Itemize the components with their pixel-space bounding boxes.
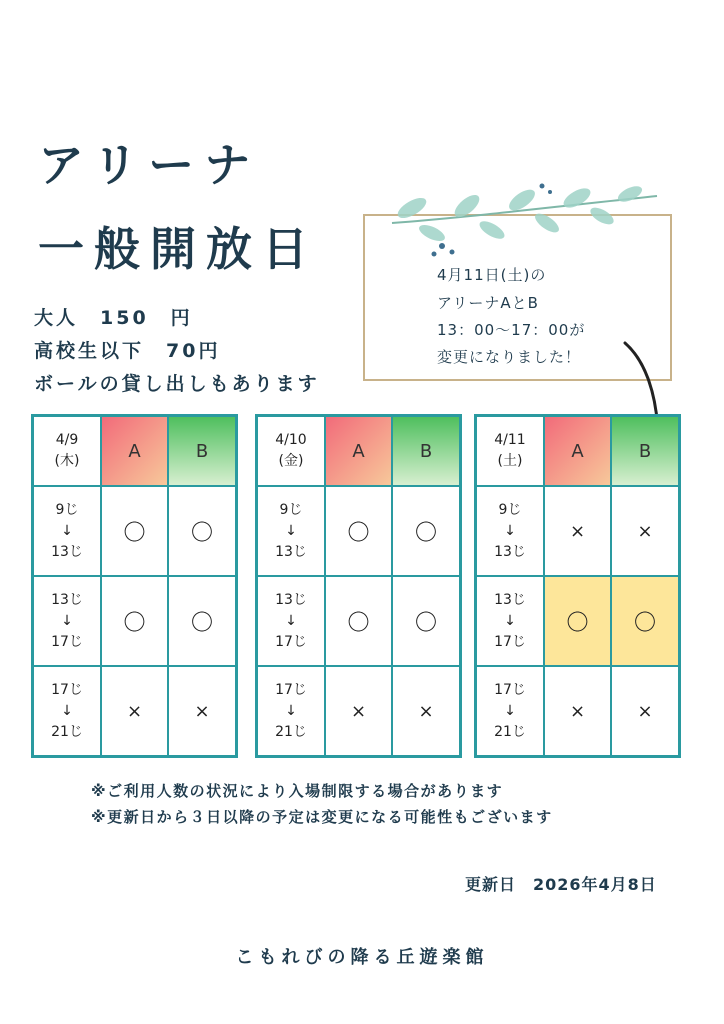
time-slot-cell: 13じ ↓ 17じ: [257, 576, 325, 666]
availability-mark: ×: [611, 666, 679, 756]
time-slot-cell: 17じ ↓ 21じ: [476, 666, 544, 756]
schedule-change-note: ※更新日から３日以降の予定は変更になる可能性もございます: [91, 808, 553, 826]
availability-mark: ×: [325, 666, 392, 756]
facility-name: こもれびの降る丘遊楽館: [235, 947, 489, 968]
time-slot-cell: 17じ ↓ 21じ: [257, 666, 325, 756]
changed-availability-mark: 〇: [611, 576, 679, 666]
arena-a-header: A: [544, 416, 611, 486]
time-slot-cell: 9じ ↓ 13じ: [257, 486, 325, 576]
availability-mark: ×: [611, 486, 679, 576]
time-slot-cell: 13じ ↓ 17じ: [33, 576, 101, 666]
ball-rental-note: ボールの貸し出しもあります: [34, 373, 320, 395]
price-adult: 大人 150 円: [34, 307, 193, 329]
entry-limit-note: ※ご利用人数の状況により入場制限する場合があります: [91, 782, 504, 800]
date-cell: 4/9 (木): [33, 416, 101, 486]
availability-mark: ×: [392, 666, 460, 756]
schedule-table-4-9: [31, 414, 238, 758]
arena-b-header: B: [168, 416, 236, 486]
availability-mark: ×: [168, 666, 236, 756]
page-title-line2: 一般開放日: [38, 222, 318, 276]
availability-mark: 〇: [392, 486, 460, 576]
availability-mark: ×: [101, 666, 168, 756]
notice-line-3: 13：00〜17：00が: [437, 321, 586, 339]
time-slot-cell: 17じ ↓ 21じ: [33, 666, 101, 756]
schedule-table-4-10: [255, 414, 462, 758]
availability-mark: 〇: [325, 486, 392, 576]
notice-line-1: 4月11日(土)の: [437, 266, 547, 284]
arena-b-header: B: [611, 416, 679, 486]
notice-line-4: 変更になりました！: [437, 348, 582, 366]
time-slot-cell: 9じ ↓ 13じ: [476, 486, 544, 576]
page-title-line1: アリーナ: [38, 138, 261, 192]
arena-a-header: A: [101, 416, 168, 486]
arena-b-header: B: [392, 416, 460, 486]
price-student: 高校生以下 70円: [34, 340, 221, 362]
availability-mark: 〇: [101, 576, 168, 666]
schedule-table-4-11: [474, 414, 681, 758]
availability-mark: 〇: [392, 576, 460, 666]
notice-line-2: アリーナAとB: [437, 294, 539, 312]
time-slot-cell: 9じ ↓ 13じ: [33, 486, 101, 576]
availability-mark: ×: [544, 486, 611, 576]
date-cell: 4/10 (金): [257, 416, 325, 486]
date-cell: 4/11 (土): [476, 416, 544, 486]
changed-availability-mark: 〇: [544, 576, 611, 666]
leaf-branch-icon: [372, 178, 662, 258]
availability-mark: ×: [544, 666, 611, 756]
time-slot-cell: 13じ ↓ 17じ: [476, 576, 544, 666]
arena-a-header: A: [325, 416, 392, 486]
availability-mark: 〇: [325, 576, 392, 666]
availability-mark: 〇: [168, 576, 236, 666]
updated-date: 更新日 2026年4月8日: [465, 875, 657, 894]
availability-mark: 〇: [101, 486, 168, 576]
availability-mark: 〇: [168, 486, 236, 576]
